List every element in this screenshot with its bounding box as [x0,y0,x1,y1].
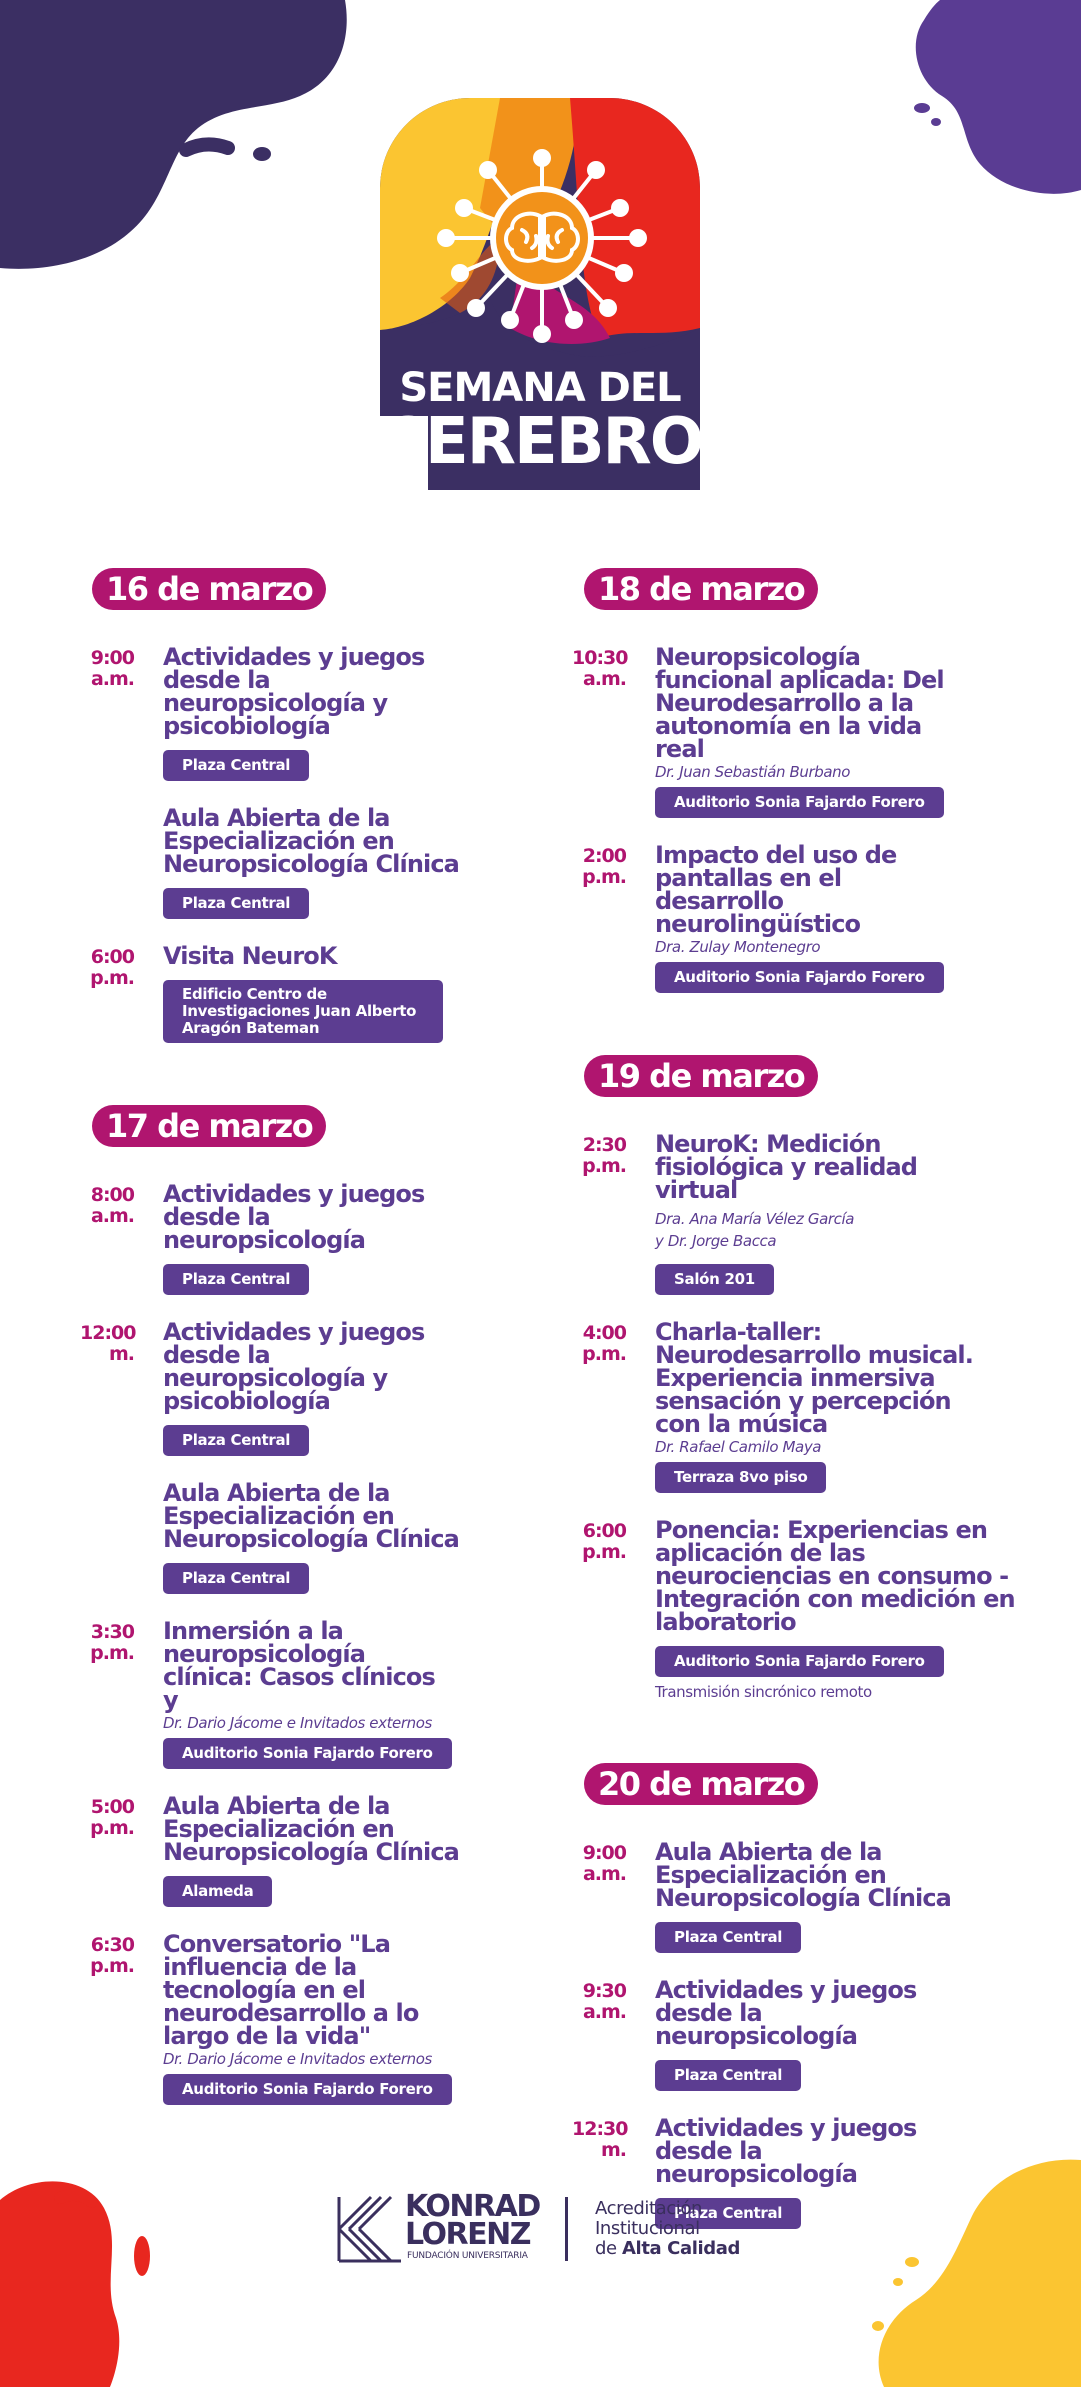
event-title: Charla-taller: Neurodesarrollo musical. Experiencia inmersiva sensación y percepción con la música [655,1318,973,1438]
day-16-marzo [80,568,550,1043]
event-title: Visita NeuroK [163,942,337,970]
day-20-marzo [572,1763,1042,2229]
location-badge: Plaza Central [163,1425,309,1456]
location-badge: Alameda [163,1876,272,1907]
event-time: 12:00 m. [80,1322,136,1365]
event-title [380,365,703,479]
event-item [80,643,550,781]
event-title: Aula Abierta de la Especialización en Neuropsicología Clínica [655,1838,951,1912]
event-item [80,1180,550,1295]
event-speaker: Dra. Ana María Vélez García y Dr. Jorge Bacca [655,1210,855,1250]
location-badge: Edificio Centro de Investigaciones Juan Alberto Aragón Bateman [163,980,443,1043]
event-title: Aula Abierta de la Especialización en Neuropsicología Clínica [163,1479,459,1553]
event-time: 6:00 p.m. [90,946,134,989]
semana-del-cerebro-logo [380,98,703,490]
event-item [80,804,550,919]
accreditation-line3 [595,2239,775,2259]
accreditation-highlight: Alta Calidad [622,2238,740,2259]
blob-bottom-left [0,2160,170,2387]
event-item [572,643,1042,818]
event-time: 4:00 p.m. [582,1322,626,1365]
day-heading: 19 de marzo [584,1055,818,1097]
event-title: Ponencia: Experiencias en aplicación de las neurociencias en consumo - Integración con medición en laboratorio [655,1516,1015,1636]
location-badge: Terraza 8vo piso [655,1462,826,1493]
location-badge: Auditorio Sonia Fajardo Forero [163,2074,452,2105]
university-name [405,2189,555,2252]
event-item [572,1516,1042,1701]
event-time: 9:00 a.m. [582,1842,626,1885]
event-speaker: Dra. Zulay Montenegro [655,938,821,956]
day-heading: 17 de marzo [92,1105,326,1147]
event-time: 2:30 p.m. [582,1134,626,1177]
event-title-line1: SEMANA DEL [399,365,681,411]
footer-divider [565,2197,568,2261]
event-title: Actividades y juegos desde la neuropsicología y psicobiología [163,643,425,740]
event-time: 3:30 p.m. [90,1621,134,1664]
event-title: Actividades y juegos desde la neuropsicología [163,1180,425,1254]
blob-top-right [880,0,1081,200]
blob-top-left [0,0,360,280]
event-item [572,1130,1042,1295]
event-item [80,1792,550,1907]
event-title: Actividades y juegos desde la neuropsicología [655,2114,917,2188]
day-19-marzo [572,1055,1042,1701]
event-speaker: Dr. Dario Jácome e Invitados externos [163,2050,432,2068]
location-badge: Plaza Central [163,1264,309,1295]
event-item [80,1930,550,2105]
event-time: 12:30 m. [572,2118,628,2161]
university-name-line2: LORENZ [405,2217,531,2252]
event-title: Impacto del uso de pantallas en el desarrollo neurolingüístico [655,841,897,938]
location-badge: Auditorio Sonia Fajardo Forero [655,1646,944,1677]
event-title: Aula Abierta de la Especialización en Neuropsicología Clínica [163,1792,459,1866]
location-badge: Plaza Central [655,2198,801,2229]
location-badge: Salón 201 [655,1264,774,1295]
event-note: Transmisión sincrónico remoto [655,1683,872,1701]
day-17-marzo [80,1105,550,2105]
event-item [572,1318,1042,1493]
event-time: 6:00 p.m. [582,1520,626,1563]
event-time: 5:00 p.m. [90,1796,134,1839]
event-time: 2:00 p.m. [582,845,626,888]
event-title: Actividades y juegos desde la neuropsicología [655,1976,917,2050]
accreditation-prefix: de [595,2238,623,2259]
event-item [572,841,1042,993]
university-subtitle: FUNDACIÓN UNIVERSITARIA [407,2251,528,2261]
event-title: Inmersión a la neuropsicología clínica: Casos clínicos y [163,1617,435,1714]
event-time: 9:00 a.m. [90,647,134,690]
location-badge: Auditorio Sonia Fajardo Forero [163,1738,452,1769]
day-18-marzo [572,568,1042,993]
event-item [80,1617,550,1769]
event-time: 6:30 p.m. [90,1934,134,1977]
event-time: 10:30 a.m. [572,647,628,690]
location-badge: Plaza Central [163,888,309,919]
location-badge: Plaza Central [655,1922,801,1953]
konrad-lorenz-logo-mark [335,2195,403,2263]
event-speaker: Dr. Rafael Camilo Maya [655,1438,822,1456]
event-title: Neuropsicología funcional aplicada: Del Neurodesarrollo a la autonomía en la vida real [655,643,944,763]
schedule-left-column [80,568,550,2167]
event-time: 9:30 a.m. [582,1980,626,2023]
event-item [80,1318,550,1456]
location-badge: Plaza Central [163,1563,309,1594]
event-speaker: Dr. Dario Jácome e Invitados externos [163,1714,432,1732]
event-title: Conversatorio "La influencia de la tecnología en el neurodesarrollo a lo largo de la vida" [163,1930,419,2050]
event-title-line2: CEREBRO [380,405,703,479]
university-name-line1: KONRAD [405,2189,540,2224]
location-badge: Auditorio Sonia Fajardo Forero [655,787,944,818]
location-badge: Plaza Central [163,750,309,781]
location-badge: Auditorio Sonia Fajardo Forero [655,962,944,993]
event-time: 8:00 a.m. [90,1184,134,1227]
schedule-right-column [572,568,1042,2291]
event-title: NeuroK: Medición fisiológica y realidad virtual [655,1130,918,1204]
event-item [572,1976,1042,2091]
accreditation-text [595,2199,775,2259]
day-heading: 16 de marzo [92,568,326,610]
accreditation-line1: Acreditación [595,2198,703,2219]
event-item [80,942,550,1043]
event-speaker: Dr. Juan Sebastián Burbano [655,763,851,781]
location-badge: Plaza Central [655,2060,801,2091]
event-item [572,1838,1042,1953]
accreditation-line2: Institucional [595,2218,700,2239]
event-title: Aula Abierta de la Especialización en Neuropsicología Clínica [163,804,459,878]
event-title: Actividades y juegos desde la neuropsicología y psicobiología [163,1318,425,1415]
day-heading: 18 de marzo [584,568,818,610]
day-heading: 20 de marzo [584,1763,818,1805]
event-item [80,1479,550,1594]
